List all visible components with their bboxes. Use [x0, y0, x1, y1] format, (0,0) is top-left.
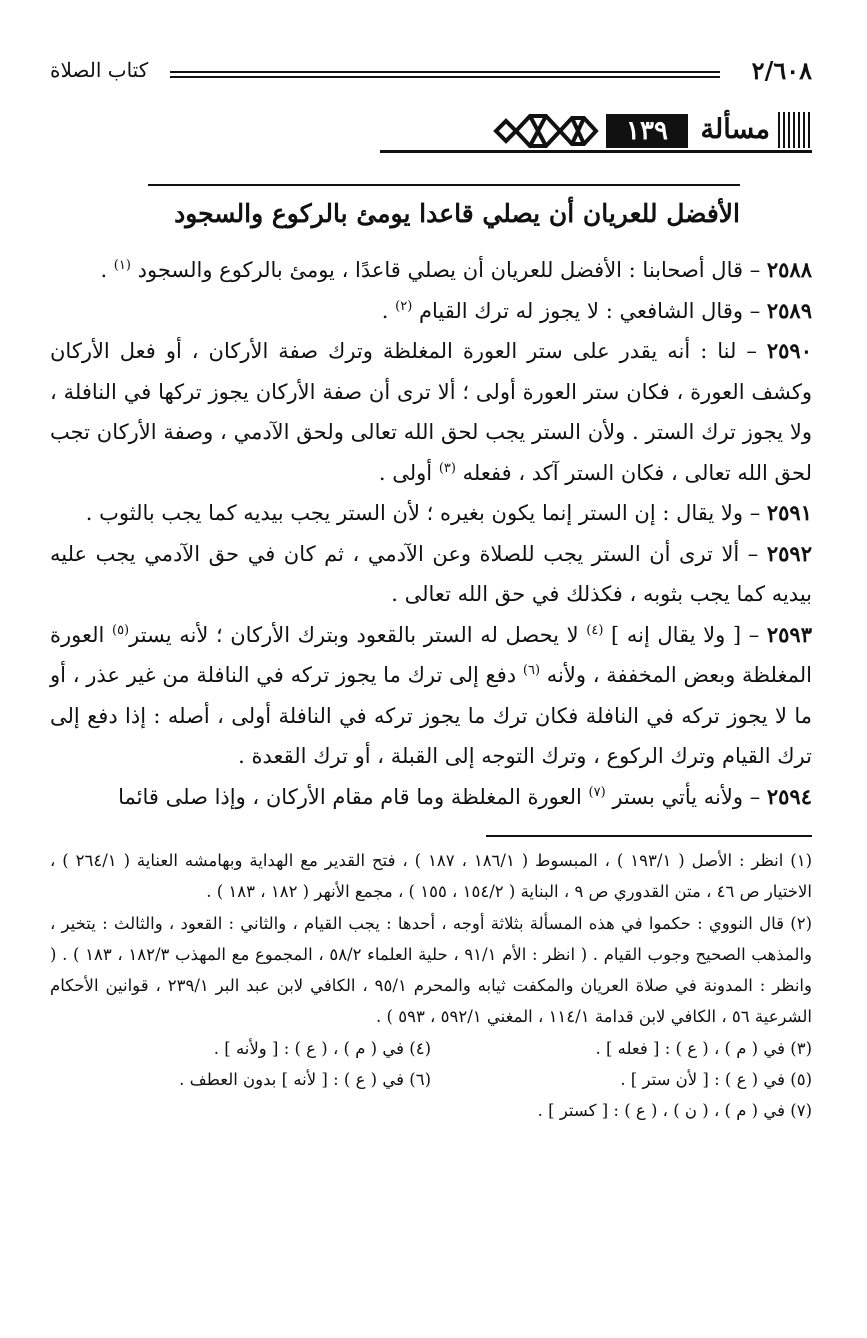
- footnote-ref: (٢): [395, 298, 413, 314]
- page-number: ٢/٦٠٨: [751, 56, 812, 85]
- paragraph: ٢٥٩٣ – [ ولا يقال إنه ] $^{(٤)}$ لا يحصل له الستر بالقعود وبترك الأركان ؛ لأنه يستر$^{(٥)}$ العورة المغلظة وبعض المخففة ، ولأنه $^{(٦)}$ دفع إلى ترك ما يجوز تركه في النافلة من غير عذر ، أو ما لا يجوز تركه في النافلة فكان ترك ما يجوز تركه في النافلة أولى ، أصله : إذا دفع إلى ترك القيام وترك الركوع ، وترك التوجه إلى القبلة ، أو ترك القعدة .: [50, 621, 812, 768]
- footnote: (٢) قال النووي : حكموا في هذه المسألة بثلاثة أوجه ، أحدها : يجب القيام ، والثاني : القعود ، والثالث : يتخير ، والمذهب الصحيح وجوب القيام . ( انظر : الأم ٩١/١ ، حلية العلماء ٥٨/٢ ، المجموع مع المهذب ١٨٢/٣ ، ١٨٣ ) . ( وانظر : المدونة في صلاة العريان والمكفت ثيابه والمحرم ٩٥/١ ، الكافي لابن عبد البر ٢٣٩/١ ، قوانين الأحكام الشرعية ٥٦ ، الكافي لابن قدامة ١١٤/١ ، المغني ٥٩٢/١ ، ٥٩٣ ) .: [50, 913, 812, 1027]
- footnote-ref: (٤): [586, 622, 604, 638]
- footnote-ref: (٣): [438, 460, 456, 476]
- footnote-ref: (٧): [588, 784, 606, 800]
- header-rule: [170, 71, 720, 78]
- masala-label: مسألة: [700, 114, 770, 145]
- page: [50, 48, 812, 1127]
- footnote: (٦) في ( ع ) : [ لأنه ] بدون العطف .: [179, 1070, 431, 1090]
- title-rule: [148, 184, 740, 186]
- footnote-ref: (١): [113, 258, 131, 273]
- footnote-rule: [486, 835, 812, 837]
- paragraph: ٢٥٩٠ – لنا : أنه يقدر على ستر العورة المغلظة وترك صفة الأركان ، أو فعل الأركان وكشف العورة ، فكان ستر العورة أولى ؛ ألا ترى أن صفة الأركان يجوز تركها في النافلة ، ولا يجوز ترك الستر . ولأن الستر يجب لحق الله تعالى ولحق الآدمي ، وصفة الأركان تجب لحق الله تعالى ، فكان الستر آكد ، ففعله $^{(٣)}$ أولى .: [50, 338, 812, 485]
- book-title: كتاب الصلاة: [50, 58, 149, 82]
- banner-hatch-ornament: [778, 112, 812, 148]
- running-header: [50, 48, 812, 84]
- paragraph: ٢٥٩٤ – ولأنه يأتي بستر $^{(٧)}$ العورة المغلظة وما قام مقام الأركان ، وإذا صلى قائما: [118, 783, 812, 809]
- footnote: (٣) في ( م ) ، ( ع ) : [ فعله ] .: [595, 1038, 812, 1058]
- body-text: [50, 250, 812, 817]
- banner-knot-ornament: [490, 106, 600, 156]
- footnote-ref: (٥): [111, 622, 130, 638]
- paragraph: ٢٥٩١ – ولا يقال : إن الستر إنما يكون بغيره ؛ لأن الستر يجب بيديه كما يجب بالثوب .: [85, 500, 812, 525]
- footnote: (٧) في ( م ) ، ( ن ) ، ( ع ) : [ كستر ] .: [537, 1101, 812, 1121]
- masala-number: ١٣٩: [606, 114, 688, 148]
- paragraph: ٢٥٨٩ – وقال الشافعي : لا يجوز له ترك القيام $^{(٢)}$ .: [381, 297, 812, 323]
- footnote-pair: [50, 1064, 812, 1095]
- footnote-pair: [50, 1033, 812, 1064]
- footnote-ref: (٦): [522, 663, 541, 678]
- paragraph: ٢٥٨٨ – قال أصحابنا : الأفضل للعريان أن يصلي قاعدًا ، يومئ بالركوع والسجود $^{(١)}$ .: [100, 257, 812, 282]
- footnote: (١) انظر : الأصل ( ١٩٣/١ ) ، المبسوط ( ١٨٦/١ ، ١٨٧ ) ، فتح القدير مع الهداية وبهامشه العناية ( ٢٦٤/١ ) ، الاختيار ص ٤٦ ، متن القدوري ص ٩ ، البناية ( ١٥٤/٢ ، ١٥٥ ) ، مجمع الأنهر ( ١٨٢ ، ١٨٣ ) .: [50, 851, 812, 902]
- footnote: (٥) في ( ع ) : [ لأن ستر ] .: [620, 1070, 812, 1090]
- masala-banner: [50, 104, 812, 158]
- paragraph: ٢٥٩٢ – ألا ترى أن الستر يجب للصلاة وعن الآدمي ، ثم كان في حق الآدمي يجب عليه بيديه كما يجب بثوبه ، فكذلك في حق الله تعالى .: [50, 540, 812, 606]
- masala-title: الأفضل للعريان أن يصلي قاعدا يومئ بالركوع والسجود: [174, 199, 740, 228]
- banner-rule: [380, 150, 812, 153]
- footnotes: [50, 845, 812, 1127]
- footnote: (٤) في ( م ) ، ( ع ) : [ ولأنه ] .: [213, 1038, 431, 1058]
